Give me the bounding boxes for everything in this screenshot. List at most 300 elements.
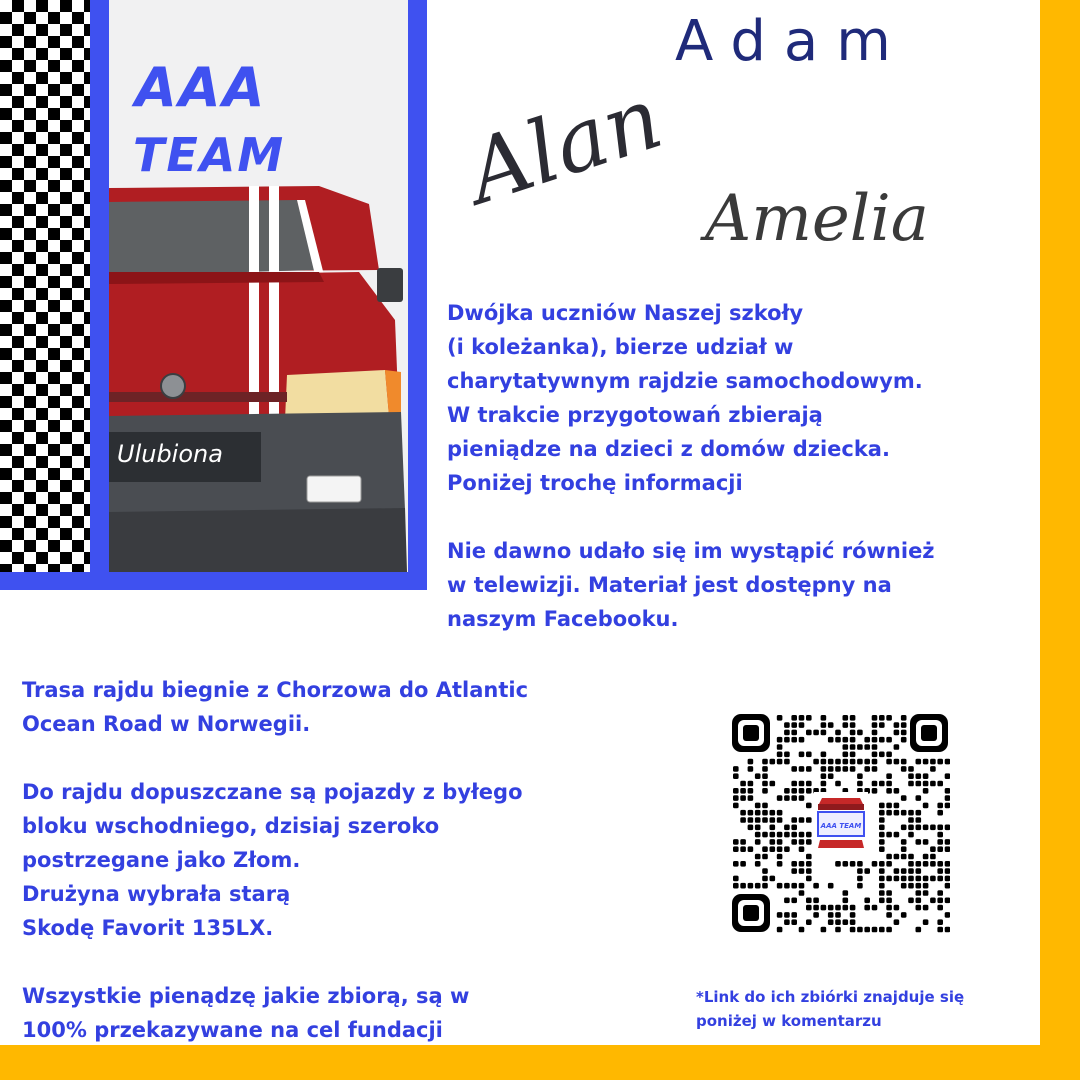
qr-module xyxy=(784,832,790,838)
qr-module xyxy=(872,744,878,750)
qr-module xyxy=(894,919,900,925)
qr-module xyxy=(886,898,892,904)
qr-module xyxy=(923,861,929,867)
qr-module xyxy=(879,803,885,809)
rally-info-line: Ocean Road w Norwegii. xyxy=(22,712,311,736)
qr-module xyxy=(857,781,863,787)
qr-module xyxy=(791,861,797,867)
qr-module xyxy=(762,788,768,794)
intro-line: naszym Facebooku. xyxy=(447,607,679,631)
qr-module xyxy=(784,846,790,852)
qr-module xyxy=(770,781,776,787)
qr-module xyxy=(850,722,856,728)
qr-module xyxy=(923,781,929,787)
qr-module xyxy=(755,832,761,838)
qr-module xyxy=(930,876,936,882)
qr-module xyxy=(777,744,783,750)
qr-module xyxy=(843,744,849,750)
qr-module xyxy=(835,730,841,736)
qr-module xyxy=(791,715,797,721)
qr-module xyxy=(784,730,790,736)
red-car-illustration xyxy=(109,180,408,572)
qr-module xyxy=(879,861,885,867)
qr-module xyxy=(908,810,914,816)
qr-module xyxy=(806,919,812,925)
qr-module xyxy=(791,883,797,889)
qr-module xyxy=(945,759,950,765)
qr-module xyxy=(901,839,907,845)
qr-module xyxy=(762,846,768,852)
qr-module xyxy=(850,752,856,758)
qr-finder-bottom-left xyxy=(732,894,770,932)
qr-module xyxy=(777,883,783,889)
qr-module xyxy=(755,861,761,867)
qr-module xyxy=(799,890,805,896)
qr-module xyxy=(908,876,914,882)
qr-module xyxy=(864,927,870,933)
qr-module xyxy=(777,715,783,721)
qr-module xyxy=(777,839,783,845)
qr-module xyxy=(791,730,797,736)
qr-module xyxy=(835,766,841,772)
qr-module xyxy=(886,890,892,896)
qr-module xyxy=(916,825,922,831)
qr-module xyxy=(908,832,914,838)
qr-module xyxy=(923,839,929,845)
qr-module xyxy=(799,927,805,933)
qr-module xyxy=(813,730,819,736)
qr-module xyxy=(864,868,870,874)
qr-module xyxy=(843,715,849,721)
intro-line: Dwójka uczniów Naszej szkoły xyxy=(447,301,804,325)
qr-module xyxy=(930,781,936,787)
qr-module xyxy=(901,737,907,743)
qr-module xyxy=(886,752,892,758)
rally-info-line: postrzegane jako Złom. xyxy=(22,848,301,872)
qr-module xyxy=(806,781,812,787)
qr-module xyxy=(879,722,885,728)
intro-line: W trakcie przygotowań zbierają xyxy=(447,403,823,427)
qr-module xyxy=(843,737,849,743)
qr-module xyxy=(799,846,805,852)
qr-module xyxy=(879,752,885,758)
qr-module xyxy=(908,817,914,823)
intro-line: Nie dawno udało się im wystąpić również xyxy=(447,539,935,563)
qr-module xyxy=(872,861,878,867)
qr-module xyxy=(813,905,819,911)
qr-module xyxy=(791,781,797,787)
qr-module xyxy=(908,883,914,889)
qr-module xyxy=(777,810,783,816)
qr-module xyxy=(872,730,878,736)
qr-module xyxy=(806,752,812,758)
qr-module xyxy=(791,766,797,772)
qr-module xyxy=(748,825,754,831)
qr-module xyxy=(777,861,783,867)
qr-module xyxy=(864,744,870,750)
qr-module xyxy=(821,927,827,933)
qr-module xyxy=(886,803,892,809)
qr-module xyxy=(828,883,834,889)
qr-module xyxy=(835,927,841,933)
qr-module xyxy=(835,861,841,867)
qr-module xyxy=(857,744,863,750)
qr-module xyxy=(872,759,878,765)
qr-module xyxy=(835,759,841,765)
qr-module xyxy=(828,912,834,918)
qr-module xyxy=(879,715,885,721)
qr-module xyxy=(821,752,827,758)
qr-module xyxy=(916,927,922,933)
qr-module xyxy=(916,883,922,889)
qr-module xyxy=(872,752,878,758)
qr-module xyxy=(886,810,892,816)
qr-module xyxy=(799,766,805,772)
qr-module xyxy=(864,759,870,765)
qr-module xyxy=(762,868,768,874)
qr-module xyxy=(791,919,797,925)
team-poster xyxy=(109,0,408,572)
qr-module xyxy=(762,773,768,779)
qr-module xyxy=(850,737,856,743)
qr-module xyxy=(930,854,936,860)
qr-module xyxy=(864,898,870,904)
qr-module xyxy=(930,898,936,904)
qr-module xyxy=(937,905,943,911)
rally-info-line: bloku wschodniego, dzisiaj szeroko xyxy=(22,814,440,838)
qr-module xyxy=(916,905,922,911)
qr-module xyxy=(945,825,950,831)
qr-module xyxy=(937,846,943,852)
qr-module xyxy=(886,876,892,882)
qr-module xyxy=(770,846,776,852)
qr-module xyxy=(894,876,900,882)
qr-module xyxy=(799,752,805,758)
qr-module xyxy=(945,876,950,882)
handwritten-signatures xyxy=(440,0,960,270)
qr-module xyxy=(733,846,739,852)
qr-module xyxy=(748,817,754,823)
team-title-line1: AAA xyxy=(135,56,267,119)
qr-module xyxy=(937,868,943,874)
qr-module xyxy=(879,890,885,896)
qr-module xyxy=(784,752,790,758)
qr-module xyxy=(806,905,812,911)
qr-module xyxy=(908,861,914,867)
qr-module xyxy=(916,890,922,896)
qr-module xyxy=(937,861,943,867)
qr-module xyxy=(755,773,761,779)
qr-module xyxy=(886,737,892,743)
qr-module xyxy=(748,781,754,787)
qr-module xyxy=(806,854,812,860)
qr-module xyxy=(813,759,819,765)
qr-module xyxy=(843,898,849,904)
qr-module xyxy=(916,898,922,904)
rally-info-line: Wszystkie pienądzę jakie zbiorą, są w xyxy=(22,984,470,1008)
footnote xyxy=(696,985,1036,1033)
qr-module xyxy=(937,919,943,925)
qr-module xyxy=(916,773,922,779)
qr-module xyxy=(901,825,907,831)
qr-module xyxy=(821,722,827,728)
qr-module xyxy=(923,773,929,779)
qr-module xyxy=(762,759,768,765)
qr-module xyxy=(733,883,739,889)
qr-module xyxy=(777,912,783,918)
qr-module xyxy=(784,759,790,765)
qr-module xyxy=(799,737,805,743)
qr-module xyxy=(799,883,805,889)
qr-module xyxy=(864,905,870,911)
qr-module xyxy=(799,795,805,801)
qr-module xyxy=(908,868,914,874)
qr-module xyxy=(857,861,863,867)
qr-module xyxy=(828,722,834,728)
qr-module xyxy=(843,919,849,925)
qr-module xyxy=(777,832,783,838)
qr-module xyxy=(945,795,950,801)
qr-module xyxy=(916,810,922,816)
qr-module xyxy=(901,868,907,874)
qr-module xyxy=(879,898,885,904)
yellow-border-bottom xyxy=(0,1045,1080,1080)
qr-module xyxy=(901,883,907,889)
qr-module xyxy=(791,722,797,728)
qr-module xyxy=(916,795,922,801)
qr-module xyxy=(879,846,885,852)
qr-module xyxy=(806,730,812,736)
qr-module xyxy=(937,898,943,904)
qr-module xyxy=(828,919,834,925)
qr-code[interactable] xyxy=(730,712,950,937)
qr-module xyxy=(901,730,907,736)
qr-module xyxy=(894,868,900,874)
qr-module xyxy=(908,766,914,772)
qr-module xyxy=(821,715,827,721)
qr-module xyxy=(937,781,943,787)
qr-module xyxy=(857,927,863,933)
qr-module xyxy=(740,795,746,801)
qr-module xyxy=(799,832,805,838)
qr-module xyxy=(733,788,739,794)
rally-info-line: Drużyna wybrała starą xyxy=(22,882,291,906)
qr-module xyxy=(791,832,797,838)
qr-module xyxy=(894,832,900,838)
qr-module xyxy=(806,861,812,867)
qr-module xyxy=(945,773,950,779)
rally-info-line: 100% przekazywane na cel fundacji xyxy=(22,1018,443,1042)
qr-module xyxy=(748,846,754,852)
qr-module xyxy=(879,868,885,874)
qr-module xyxy=(894,730,900,736)
qr-module xyxy=(945,927,950,933)
qr-module xyxy=(886,927,892,933)
checkered-flag-pattern xyxy=(0,0,90,572)
footnote-line: *Link do ich zbiórki znajduje się xyxy=(696,988,965,1006)
qr-module xyxy=(748,759,754,765)
qr-module xyxy=(850,730,856,736)
qr-module xyxy=(937,825,943,831)
qr-module xyxy=(945,883,950,889)
intro-line: Poniżej trochę informacji xyxy=(447,471,743,495)
qr-module xyxy=(901,766,907,772)
qr-module xyxy=(762,781,768,787)
qr-module xyxy=(894,744,900,750)
qr-module xyxy=(755,883,761,889)
qr-module xyxy=(850,905,856,911)
qr-module xyxy=(850,766,856,772)
qr-module xyxy=(901,810,907,816)
qr-module xyxy=(733,861,739,867)
qr-module xyxy=(748,795,754,801)
qr-module xyxy=(937,839,943,845)
qr-module xyxy=(886,781,892,787)
qr-module xyxy=(813,883,819,889)
qr-center-logo xyxy=(814,792,868,854)
qr-module xyxy=(894,788,900,794)
qr-module xyxy=(799,861,805,867)
qr-center-label: AAA TEAM xyxy=(820,822,862,830)
qr-module xyxy=(791,737,797,743)
qr-module xyxy=(923,825,929,831)
qr-module xyxy=(930,766,936,772)
qr-module xyxy=(850,861,856,867)
qr-module xyxy=(916,839,922,845)
qr-module xyxy=(843,890,849,896)
qr-module xyxy=(879,825,885,831)
qr-module xyxy=(901,876,907,882)
qr-module xyxy=(843,752,849,758)
qr-module xyxy=(850,759,856,765)
qr-module xyxy=(740,861,746,867)
qr-module xyxy=(806,898,812,904)
svg-text:Adam: Adam xyxy=(675,9,909,74)
qr-module xyxy=(748,766,754,772)
qr-module xyxy=(879,927,885,933)
qr-module xyxy=(872,927,878,933)
svg-text:Amelia: Amelia xyxy=(705,182,929,256)
qr-module xyxy=(850,927,856,933)
qr-module xyxy=(923,905,929,911)
qr-module xyxy=(755,810,761,816)
license-plate-text: Ulubiona xyxy=(117,440,223,468)
intro-line: (i koleżanka), bierze udział w xyxy=(447,335,794,359)
qr-module xyxy=(945,788,950,794)
intro-line: w telewizji. Materiał jest dostępny na xyxy=(447,573,892,597)
qr-module xyxy=(799,868,805,874)
qr-module xyxy=(791,839,797,845)
qr-module xyxy=(835,919,841,925)
qr-module xyxy=(821,773,827,779)
qr-module xyxy=(733,766,739,772)
qr-module xyxy=(937,876,943,882)
qr-module xyxy=(733,803,739,809)
qr-module xyxy=(879,781,885,787)
qr-module xyxy=(923,919,929,925)
qr-module xyxy=(894,722,900,728)
qr-module xyxy=(806,817,812,823)
qr-module xyxy=(879,737,885,743)
qr-module xyxy=(843,759,849,765)
qr-module xyxy=(799,722,805,728)
qr-module xyxy=(894,803,900,809)
qr-module xyxy=(872,781,878,787)
qr-module xyxy=(872,788,878,794)
qr-module xyxy=(930,861,936,867)
qr-module xyxy=(740,846,746,852)
qr-module xyxy=(930,759,936,765)
qr-module xyxy=(886,788,892,794)
qr-module xyxy=(879,817,885,823)
qr-module xyxy=(777,737,783,743)
qr-module xyxy=(923,890,929,896)
qr-module xyxy=(784,788,790,794)
qr-module xyxy=(755,825,761,831)
qr-module xyxy=(799,839,805,845)
qr-module xyxy=(886,773,892,779)
qr-module xyxy=(835,737,841,743)
qr-module xyxy=(945,898,950,904)
qr-module xyxy=(901,722,907,728)
qr-module xyxy=(791,898,797,904)
qr-module xyxy=(850,912,856,918)
qr-module xyxy=(777,927,783,933)
qr-module xyxy=(945,803,950,809)
qr-module xyxy=(857,773,863,779)
qr-module xyxy=(770,832,776,838)
qr-module xyxy=(872,766,878,772)
qr-module xyxy=(828,766,834,772)
qr-module xyxy=(806,876,812,882)
qr-module xyxy=(843,905,849,911)
qr-module xyxy=(857,883,863,889)
qr-module xyxy=(733,839,739,845)
qr-module xyxy=(784,912,790,918)
qr-module xyxy=(828,759,834,765)
rally-info-line: Trasa rajdu biegnie z Chorzowa do Atlantic xyxy=(22,678,529,702)
qr-module xyxy=(835,912,841,918)
qr-module xyxy=(864,766,870,772)
qr-module xyxy=(872,905,878,911)
qr-module xyxy=(937,803,943,809)
qr-module xyxy=(923,876,929,882)
qr-module xyxy=(821,766,827,772)
qr-module xyxy=(799,788,805,794)
qr-module xyxy=(894,759,900,765)
qr-module xyxy=(740,839,746,845)
qr-module xyxy=(916,781,922,787)
qr-module xyxy=(857,868,863,874)
qr-module xyxy=(791,788,797,794)
qr-module xyxy=(791,912,797,918)
qr-module xyxy=(806,839,812,845)
qr-module xyxy=(886,759,892,765)
qr-module xyxy=(755,839,761,845)
qr-module xyxy=(850,919,856,925)
qr-module xyxy=(916,876,922,882)
qr-module xyxy=(762,810,768,816)
svg-text:Alan: Alan xyxy=(455,67,674,224)
qr-module xyxy=(864,737,870,743)
qr-module xyxy=(740,883,746,889)
rally-info-text-block xyxy=(22,673,642,1047)
qr-module xyxy=(748,788,754,794)
qr-module xyxy=(945,839,950,845)
qr-module xyxy=(770,839,776,845)
qr-module xyxy=(784,883,790,889)
qr-module xyxy=(770,825,776,831)
